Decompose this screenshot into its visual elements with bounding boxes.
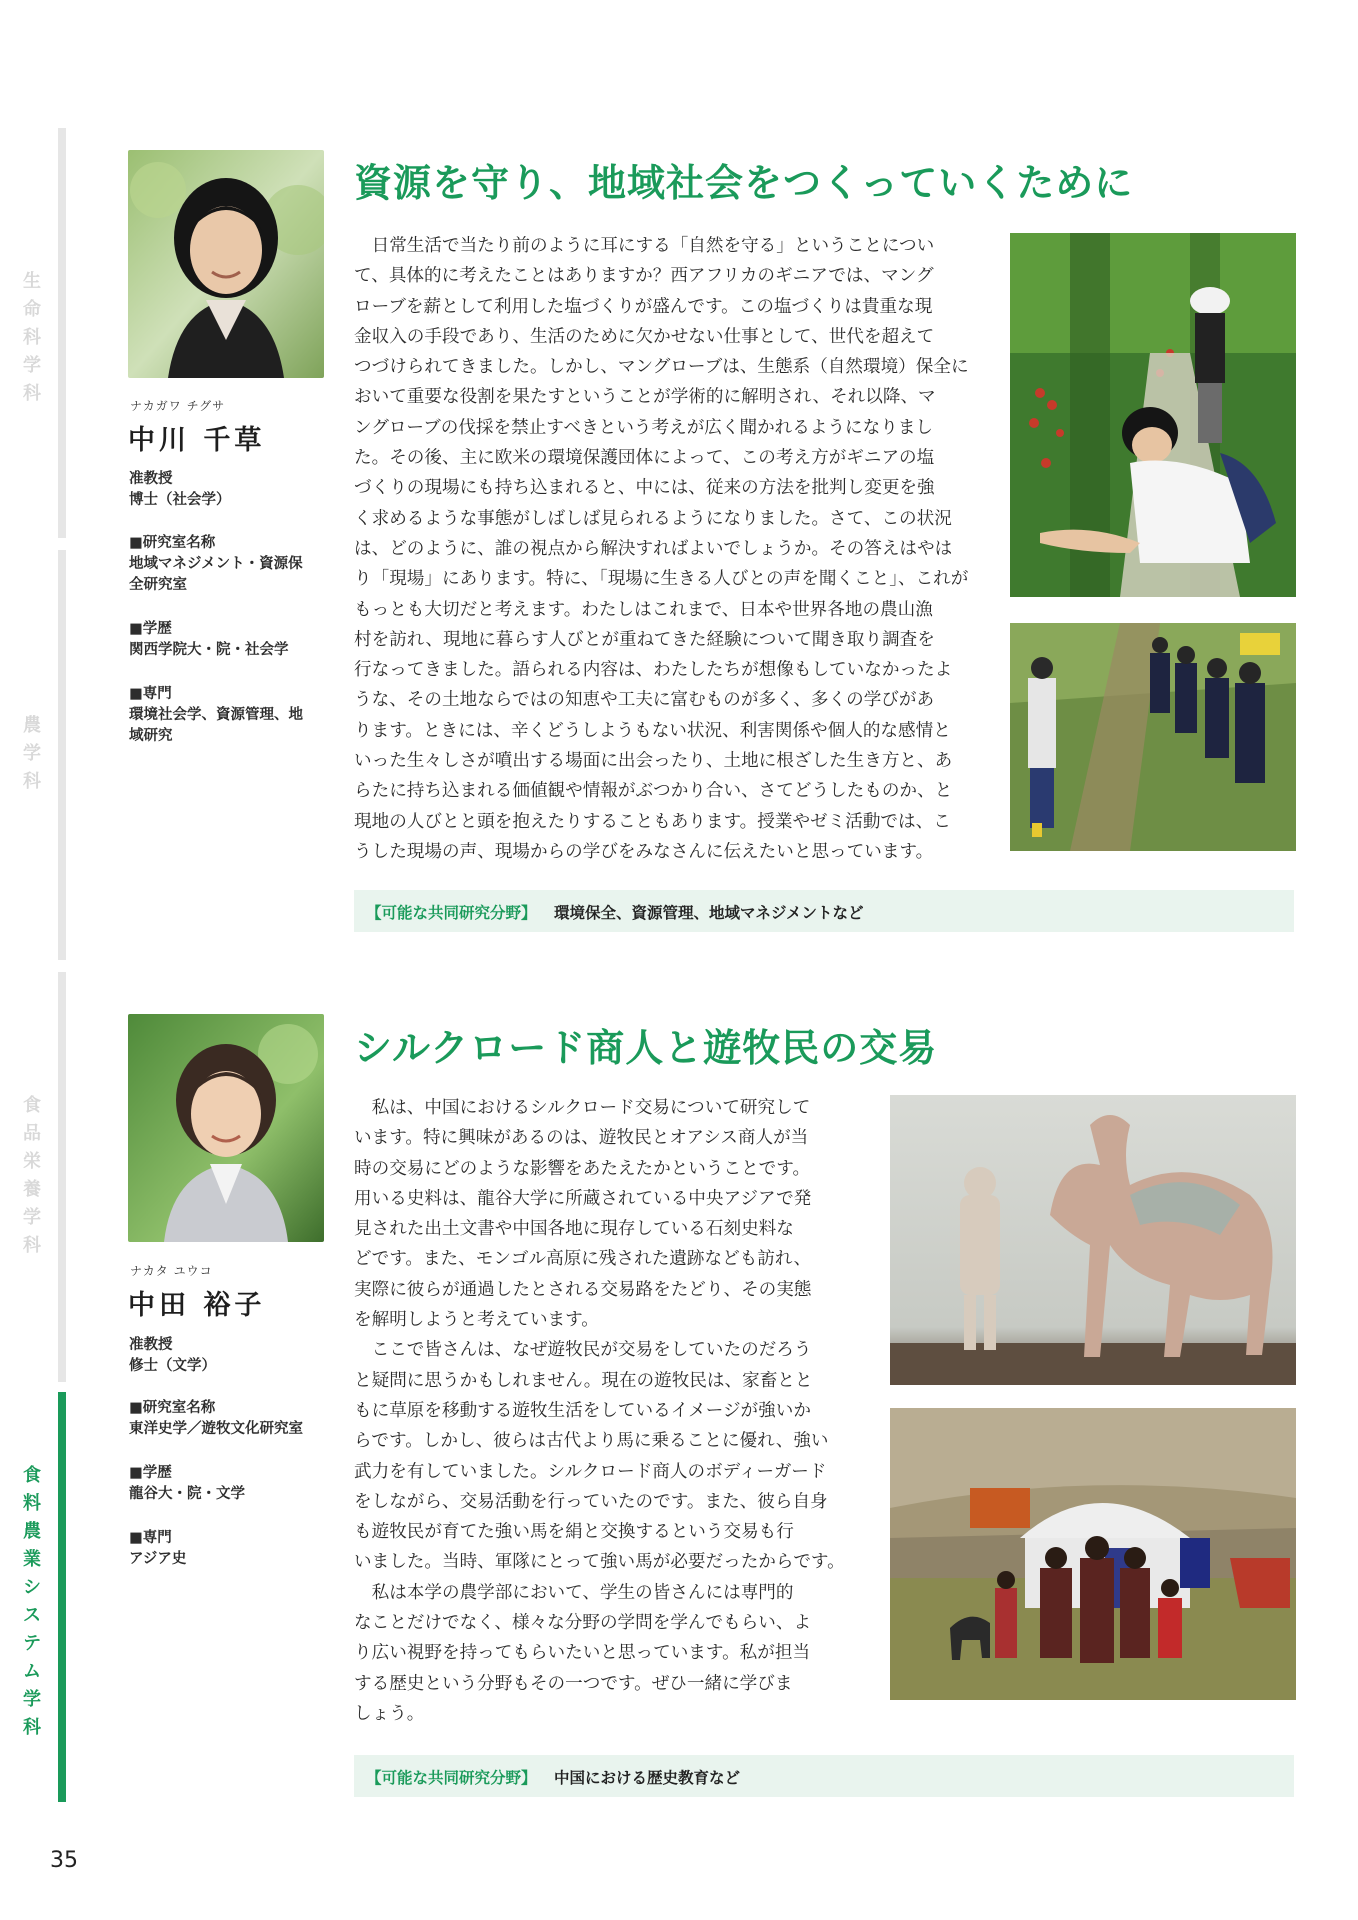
body-line: 見された出土文書や中国各地に現存している石刻史料な	[354, 1219, 794, 1240]
body-line: うな、その土地ならではの知恵や工夫に富むものが多く、多くの学びがあ	[354, 690, 935, 711]
sidebar-bar-1	[58, 128, 66, 538]
specialty-block-nakagawa	[129, 684, 303, 747]
sidebar-label-food-agriculture-system: 食 料 農 業 シ ス テ ム 学 科	[23, 1465, 41, 1738]
body-line: しょう。	[354, 1703, 425, 1724]
name-nakagawa: 中川 千草	[128, 425, 266, 456]
collab-box-2	[354, 1755, 1294, 1797]
body-line: 実際に彼らが通過したとされる交易路をたどり、その実態	[354, 1279, 812, 1300]
specialty-line1: アジア史	[129, 1551, 187, 1567]
collab-box-1	[354, 890, 1294, 932]
reading-nakata: ナカタ ユウコ	[130, 1264, 213, 1278]
body-line: つづけられてきました。しかし、マングローブは、生態系（自然環境）保全に	[354, 357, 969, 378]
body-line: います。特に興味があるのは、遊牧民とオアシス商人が当	[354, 1128, 809, 1149]
body-line: 行なってきました。語られる内容は、わたしたちが想像もしていなかったよ	[354, 660, 953, 681]
position-title: 准教授	[129, 471, 173, 487]
body-line: らです。しかし、彼らは古代より馬に乗ることに優れ、強い	[354, 1431, 829, 1452]
position-block-nakagawa	[129, 469, 231, 511]
lab-block-nakagawa	[129, 533, 303, 596]
body-line: らたに持ち込まれる価値観や情報がぶつかり合い、さてどうしたものか、と	[354, 781, 953, 802]
sidebar-bar-3	[58, 972, 66, 1382]
body-line: ローブを薪として利用した塩づくりが盛んです。この塩づくりは貴重な現	[354, 296, 933, 317]
body-line: ります。ときには、辛くどうしようもない状況、利害関係や個人的な感情と	[354, 720, 951, 741]
body-line: 時の交易にどのような影響をあたえたかということです。	[354, 1158, 811, 1179]
page-number: 35	[50, 1848, 78, 1873]
body-line: 私は本学の農学部において、学生の皆さんには専門的	[354, 1582, 794, 1603]
education-block-nakata	[129, 1463, 245, 1505]
collab-label: 【可能な共同研究分野】	[366, 904, 537, 922]
article-body-2	[354, 1093, 868, 1729]
body-line: 村を訪れ、現地に暮らす人びとが重ねてきた経験について聞き取り調査を	[354, 629, 935, 650]
portrait-photo-nakagawa	[128, 150, 324, 378]
lab-block-nakata	[129, 1398, 303, 1440]
body-line: もっとも大切だと考えます。わたしはこれまで、日本や世界各地の農山漁	[354, 599, 933, 620]
body-line: 私は、中国におけるシルクロード交易について研究して	[354, 1098, 811, 1118]
specialty-block-nakata	[129, 1528, 186, 1570]
specialty-heading: ■専門	[129, 1530, 172, 1546]
body-line: ングローブの伐採を禁止すべきという考えが広く聞かれるようになりまし	[354, 417, 934, 438]
body-line: どです。また、モンゴル高原に残された遺跡なども訪れ、	[354, 1249, 812, 1270]
lab-name-line1: 地域マネジメント・資源保	[129, 556, 303, 572]
body-line: て、具体的に考えたことはありますか？西アフリカのギニアでは、マング	[354, 266, 934, 287]
lab-heading: ■研究室名称	[129, 535, 216, 551]
collab-value: 環境保全、資源管理、地域マネジメントなど	[554, 904, 864, 922]
education-heading: ■学歴	[129, 621, 172, 637]
portrait-photo-nakata	[128, 1014, 324, 1242]
lab-name-line2: 全研究室	[129, 577, 187, 593]
specialty-heading: ■専門	[129, 686, 172, 702]
body-line: なことだけでなく、様々な分野の学問を学んでもらい、よ	[354, 1613, 812, 1634]
position-block-nakata	[129, 1335, 216, 1377]
body-line: づくりの現場にも持ち込まれると、中には、従来の方法を批判し変更を強	[354, 478, 935, 499]
article-title-2: シルクロード商人と遊牧民の交易	[354, 1026, 938, 1070]
yurt-family-photo	[890, 1408, 1296, 1700]
sidebar-bar-2	[58, 550, 66, 960]
education-heading: ■学歴	[129, 1465, 172, 1481]
collab-value: 中国における歴史教育など	[554, 1769, 741, 1787]
education-value: 関西学院大・院・社会学	[129, 642, 289, 658]
sidebar-label-life-science: 生 命 科 学 科	[23, 271, 41, 404]
degree: 博士（社会学）	[129, 492, 231, 508]
body-line: うした現場の声、現場からの学びをみなさんに伝えたいと思っています。	[354, 841, 934, 862]
body-line: もに草原を移動する遊牧生活をしているイメージが強いか	[354, 1400, 811, 1421]
sidebar-bar-4	[58, 1392, 66, 1802]
article-title-1: 資源を守り、地域社会をつくっていくために	[354, 161, 1134, 205]
reading-nakagawa: ナカガワ チグサ	[130, 399, 226, 413]
body-line: いった生々しさが噴出する場面に出会ったり、土地に根ざした生き方と、あ	[354, 751, 953, 772]
lab-name-line1: 東洋史学／遊牧文化研究室	[129, 1421, 303, 1437]
body-line: と疑問に思うかもしれません。現在の遊牧民は、家畜とと	[354, 1370, 813, 1391]
body-line: た。その後、主に欧米の環境保護団体によって、この考え方がギニアの塩	[354, 448, 935, 469]
body-line: 金収入の手段であり、生活のために欠かせない仕事として、世代を超えて	[354, 326, 935, 347]
field-survey-photo	[1010, 623, 1296, 851]
body-line: は、どのように、誰の視点から解決すればよいでしょうか。その答えはやは	[354, 538, 953, 559]
body-line: 現地の人びとと頭を抱えたりすることもあります。授業やゼミ活動では、こ	[354, 811, 951, 832]
body-line: を解明しようと考えています。	[354, 1310, 599, 1331]
name-nakata: 中田 裕子	[128, 1290, 266, 1321]
body-line: おいて重要な役割を果たすということが学術的に解明され、それ以降、マ	[354, 387, 936, 408]
body-line: 用いる史料は、龍谷大学に所蔵されている中央アジアで発	[354, 1188, 812, 1209]
body-line: 日常生活で当たり前のように耳にする「自然を守る」ということについ	[354, 236, 935, 256]
body-line: する歴史という分野もその一つです。ぜひ一緒に学びま	[354, 1673, 793, 1694]
collab-label: 【可能な共同研究分野】	[366, 1769, 537, 1787]
greenhouse-photo	[1010, 233, 1296, 597]
specialty-line2: 域研究	[129, 728, 173, 744]
education-block-nakagawa	[129, 619, 289, 661]
education-value: 龍谷大・院・文学	[129, 1486, 245, 1502]
sidebar-label-agriculture: 農 学 科	[23, 715, 41, 792]
body-line: をしながら、交易活動を行っていたのです。また、彼ら自身	[354, 1491, 828, 1512]
article-body-1	[354, 231, 988, 867]
body-line: り「現場」にあります。特に、「現場に生きる人びとの声を聞くこと」、これが	[354, 569, 969, 590]
body-line: ここで皆さんは、なぜ遊牧民が交易をしていたのだろう	[354, 1340, 812, 1361]
body-line: いました。当時、軍隊にとって強い馬が必要だったからです。	[354, 1552, 845, 1573]
body-line: り広い視野を持ってもらいたいと思っています。私が担当	[354, 1643, 811, 1664]
body-line: 武力を有していました。シルクロード商人のボディーガード	[354, 1461, 827, 1482]
body-line: く求めるような事態がしばしば見られるようになりました。さて、この状況	[354, 508, 952, 529]
camel-figurine-photo	[890, 1095, 1296, 1385]
body-line: も遊牧民が育てた強い馬を絹と交換するという交易も行	[354, 1522, 794, 1543]
position-title: 准教授	[129, 1337, 173, 1353]
lab-heading: ■研究室名称	[129, 1400, 216, 1416]
sidebar-label-food-nutrition: 食 品 栄 養 学 科	[23, 1095, 41, 1256]
specialty-line1: 環境社会学、資源管理、地	[129, 707, 303, 723]
degree: 修士（文学）	[129, 1358, 216, 1374]
